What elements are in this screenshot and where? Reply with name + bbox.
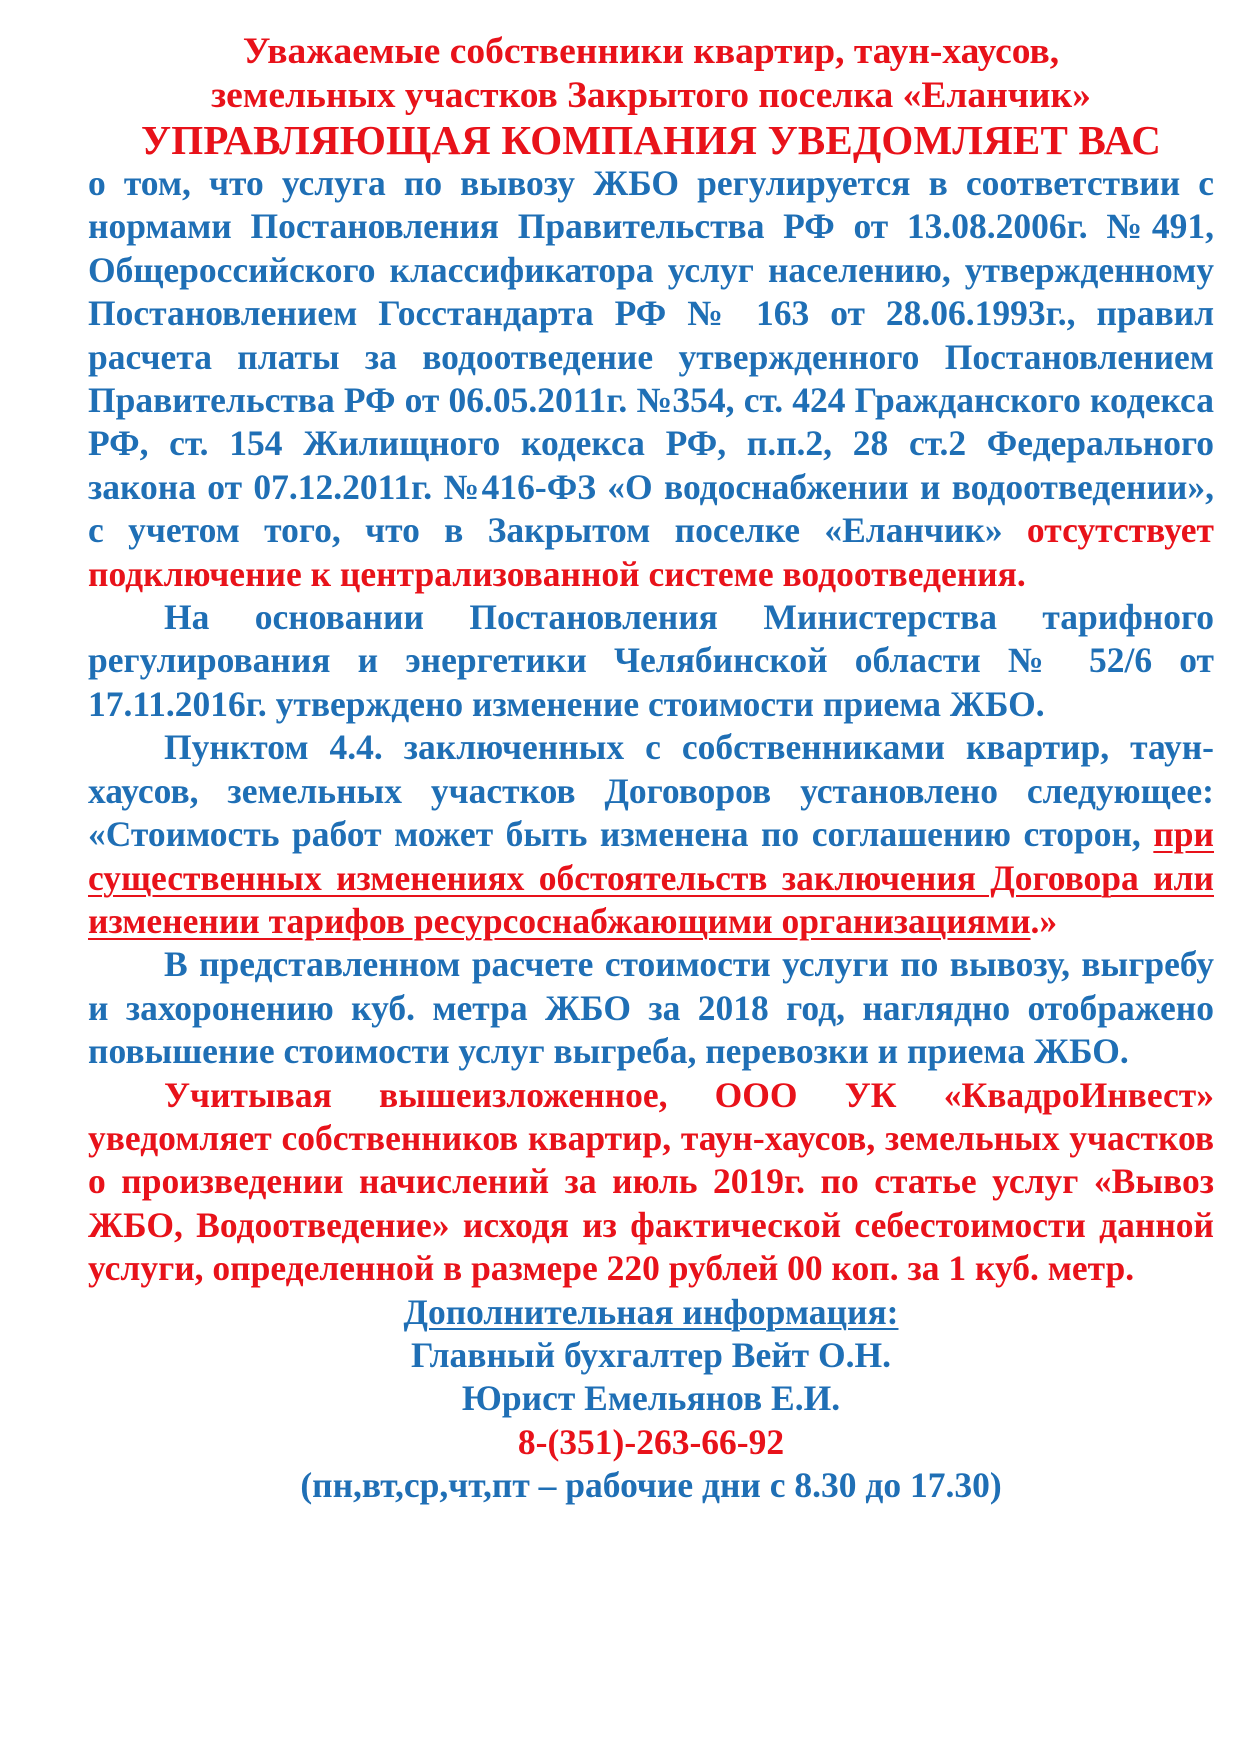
paragraph-tariff-decree-text: На основании Постановления Министерства тарифного регулирования и энергетики Челябинской области № 52/6 от 17.11.2016г. утверждено изменение стоимости приема ЖБО.: [88, 597, 1214, 724]
paragraph-regulation-end: .: [1016, 553, 1026, 594]
paragraph-contract-clause: [88, 726, 1214, 943]
paragraph-contract-clause-highlight: при существенных изменениях обстоятельств заключения Договора или изменении тарифов ресурсоснабжающими организациями: [88, 814, 1214, 941]
paragraph-notification-text: Учитывая вышеизложенное, ООО УК «КвадроИнвест» уведомляет собственников квартир, таун-хаусов, земельных участков о произведении начислений за июль 2019г. по статье услуг «Вывоз ЖБО, Водоотведение» исходя из фактической себестоимости данной услуги, определенной в размере 220 рублей 00 коп. за 1 куб. метр.: [88, 1074, 1214, 1289]
contact-accountant: Главный бухгалтер Вейт О.Н.: [411, 1334, 891, 1375]
paragraph-regulation-text: о том, что услуга по вывозу ЖБО регулируется в соответствии с нормами Постановления Правительства РФ от 13.08.2006г. №491, Общероссийского классификатора услуг населению, утвержденному Постановлением Госстандарта РФ № 163 от 28.06.1993г., правил расчета платы за водоотведение утвержденного Постановлением Правительства РФ от 06.05.2011г. №354, ст. 424 Гражданского кодекса РФ, ст. 154 Жилищного кодекса РФ, п.п.2, 28 ст.2 Федерального закона от 07.12.2011г. №416-ФЗ «О водоснабжении и водоотведении», с учетом того, что в Закрытом поселке «Еланчик»: [88, 163, 1214, 551]
contact-lawyer: Юрист Емельянов Е.И.: [461, 1378, 841, 1419]
notice-document: [88, 30, 1214, 1508]
paragraph-notification: [88, 1074, 1214, 1291]
contact-phone: 8-(351)-263-66-92: [517, 1421, 785, 1462]
notice-header: [88, 30, 1214, 162]
paragraph-cost-calculation: [88, 943, 1214, 1073]
header-line-3: УПРАВЛЯЮЩАЯ КОМПАНИЯ УВЕДОМЛЯЕТ ВАС: [140, 117, 1162, 163]
contacts-title: Дополнительная информация:: [403, 1291, 899, 1332]
header-line-1: Уважаемые собственники квартир, таун-хаусов,: [242, 31, 1060, 72]
paragraph-cost-calculation-text: В представленном расчете стоимости услуги по вывозу, выгребу и захоронению куб. метра ЖБО за 2018 год, наглядно отображено повышение стоимости услуг выгреба, перевозки и приема ЖБО.: [88, 944, 1214, 1072]
contact-hours: (пн,вт,ср,чт,пт – рабочие дни с 8.30 до 17.30): [300, 1465, 1002, 1506]
paragraph-regulation: [88, 162, 1214, 596]
paragraph-contract-clause-text: Пунктом 4.4. заключенных с собственниками квартир, таун-хаусов, земельных участков Договоров установлено следующее: «Стоимость работ может быть изменена по соглашению сторон,: [88, 727, 1214, 855]
paragraph-regulation-highlight: отсутствует подключение к централизованной системе водоотведения: [88, 510, 1214, 594]
contacts-block: [88, 1291, 1214, 1508]
header-line-2: земельных участков Закрытого поселка «Еланчик»: [211, 75, 1091, 116]
paragraph-contract-clause-end: .»: [1030, 900, 1058, 941]
paragraph-tariff-decree: [88, 596, 1214, 726]
